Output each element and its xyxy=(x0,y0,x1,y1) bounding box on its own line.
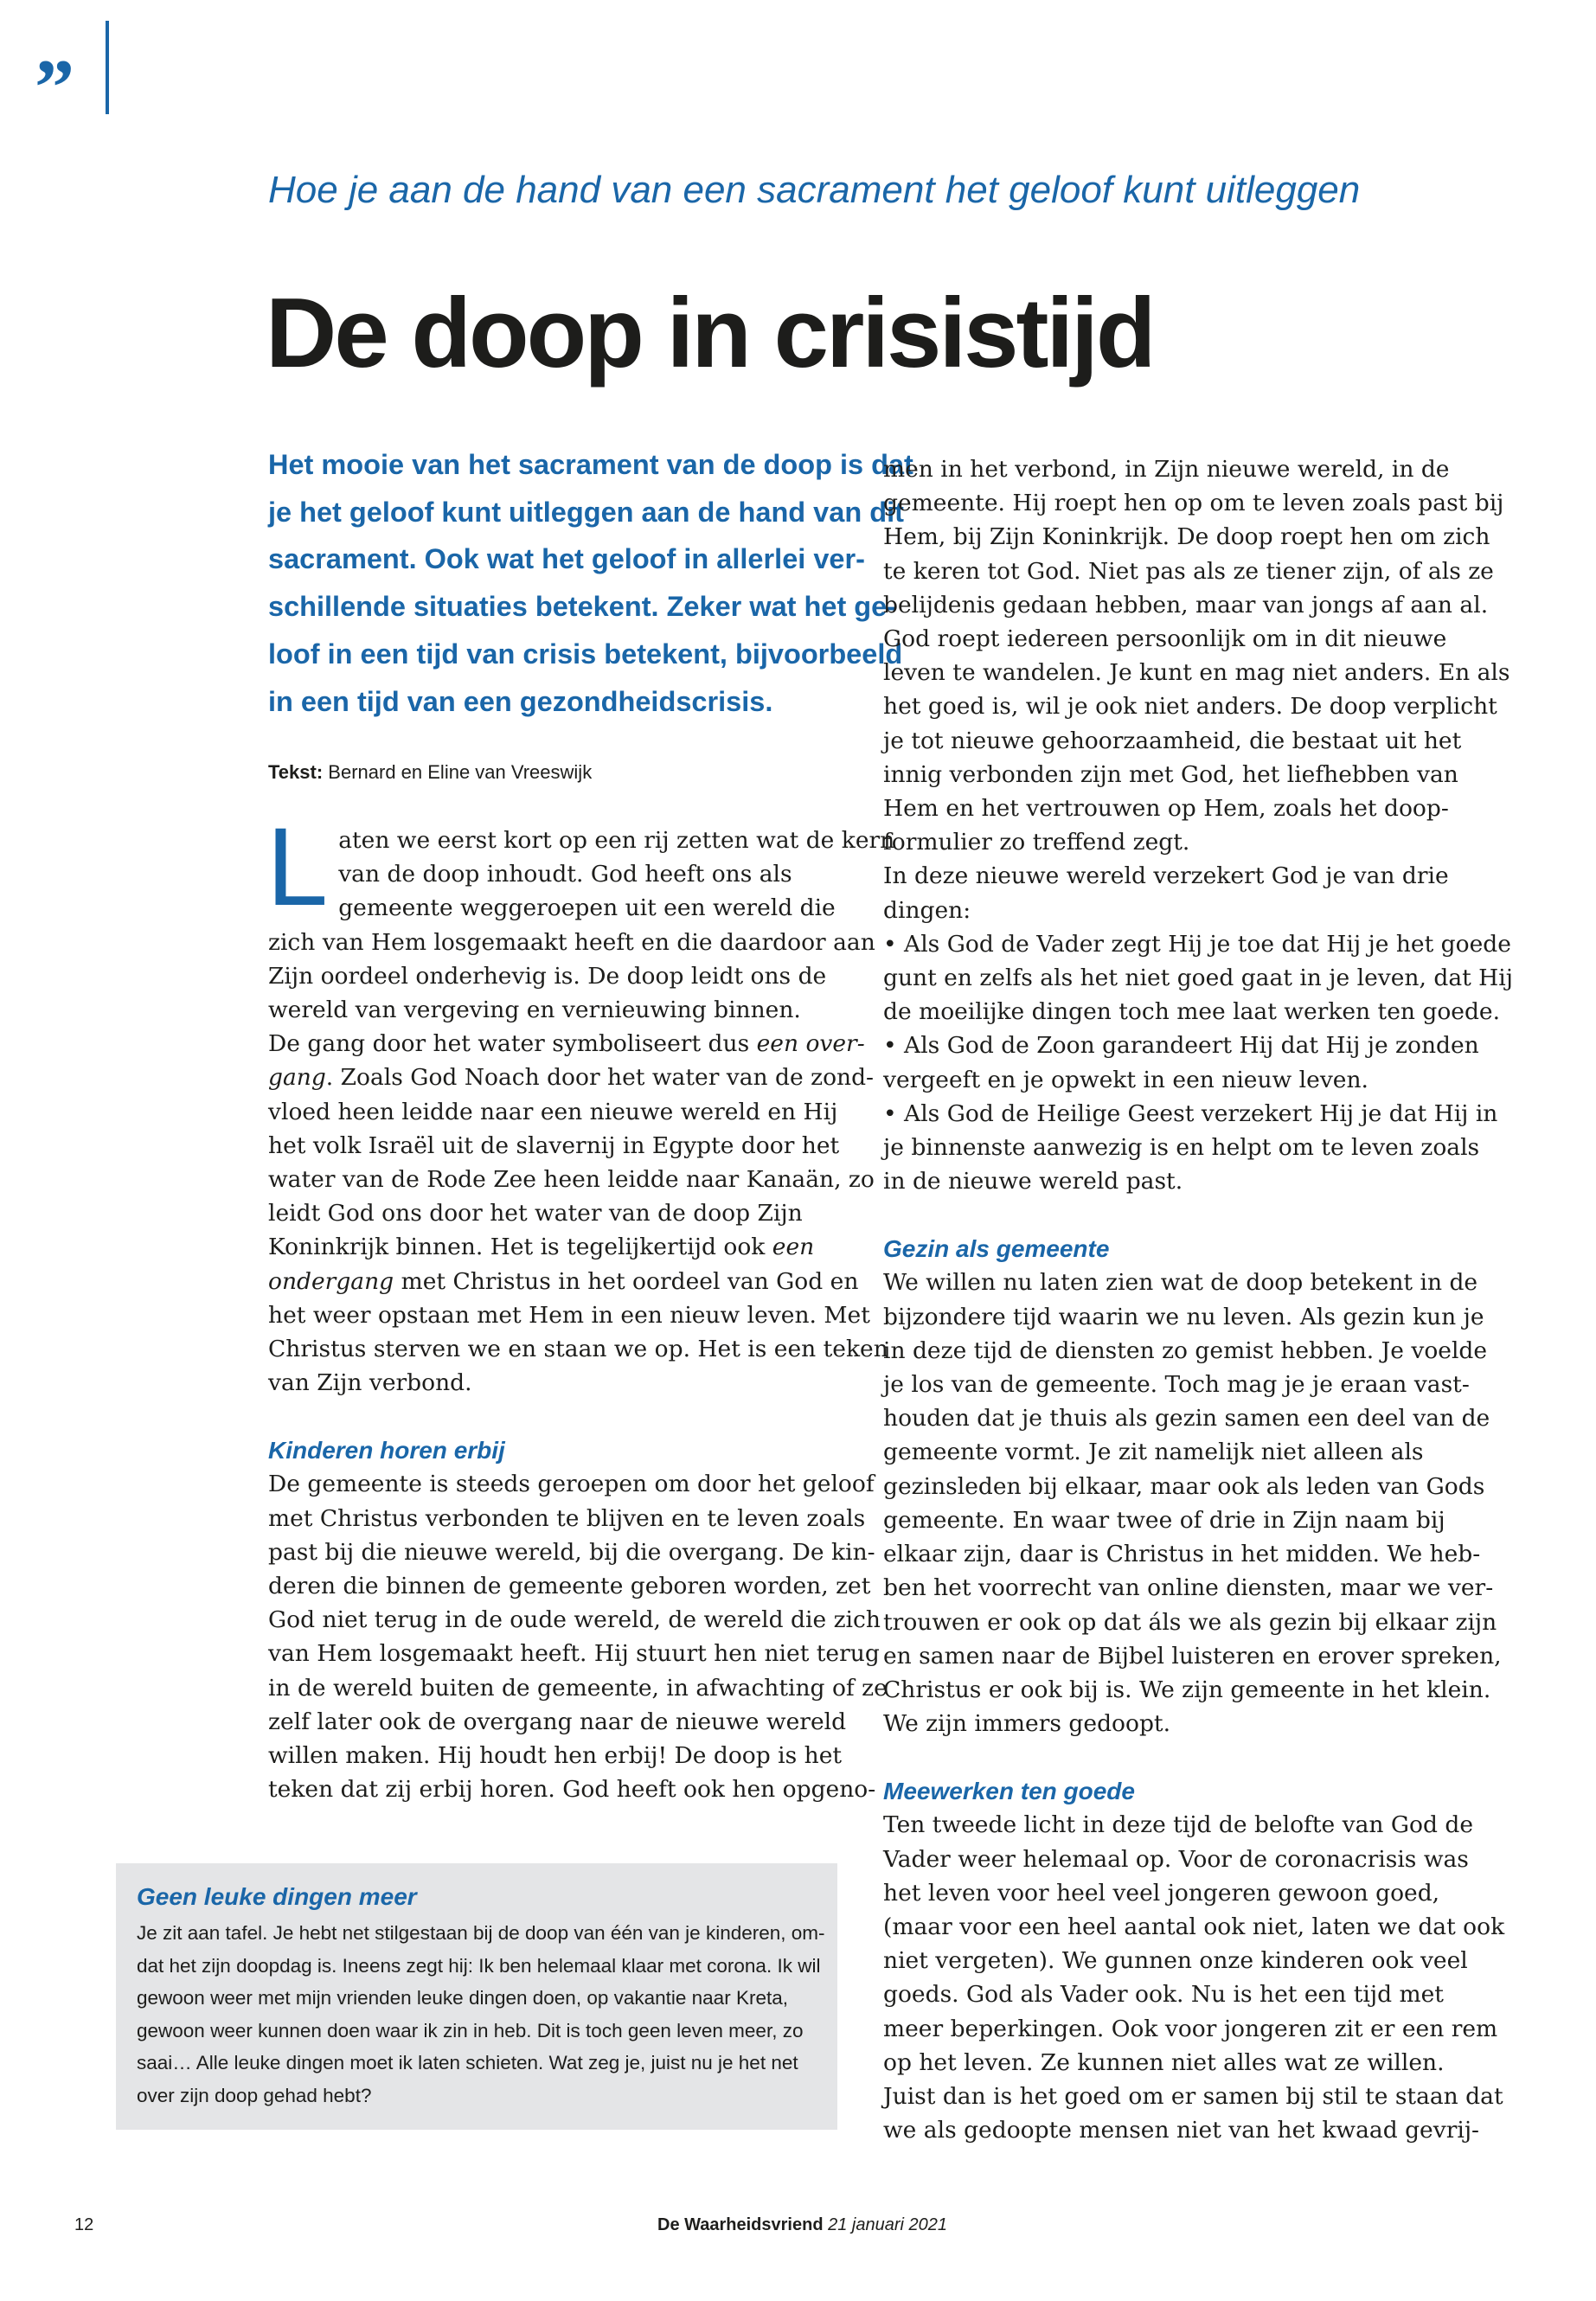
body-line: men in het verbond, in Zijn nieuwe wereld, in de xyxy=(883,456,1450,483)
body-line: vloed heen leidde naar een nieuwe wereld en Hij xyxy=(268,1098,838,1125)
body-line: de moeilijke dingen toch mee laat werken ten goede. xyxy=(883,998,1501,1026)
dropcap: L xyxy=(266,805,329,929)
body-line: innig verbonden zijn met God, het liefhebben van xyxy=(883,760,1458,788)
text-run: . Zoals God Noach door het water van de zond- xyxy=(325,1064,875,1092)
bullet-line: • Als God de Heilige Geest verzekert Hij je dat Hij in xyxy=(883,1099,1498,1127)
publication-date: 21 januari 2021 xyxy=(828,2215,947,2234)
body-line: willen maken. Hij houdt hen erbij! De doop is het xyxy=(268,1742,843,1770)
body-line: De gemeente is steeds geroepen om door het geloof xyxy=(268,1471,875,1498)
body-line xyxy=(268,1230,839,1264)
body-line: te keren tot God. Niet pas als ze tiener zijn, of als ze xyxy=(883,557,1494,585)
body-line: wereld van vergeving en vernieuwing binnen. xyxy=(268,997,801,1024)
body-line: Hem, bij Zijn Koninkrijk. De doop roept hen om zich xyxy=(883,523,1490,551)
subhead-meewerken: Meewerken ten goede xyxy=(883,1778,1135,1805)
intro-line: sacrament. Ook wat het geloof in allerlei ver- xyxy=(268,543,865,575)
body-line: het volk Israël uit de slavernij in Egypte door het xyxy=(268,1131,840,1159)
body-line: met Christus verbonden te blijven en te leven zoals xyxy=(268,1504,866,1532)
intro xyxy=(268,441,913,725)
body-line: aten we eerst kort op een rij zetten wat de kern xyxy=(338,827,895,854)
column-right xyxy=(883,452,1513,2147)
callout-line: Je zit aan tafel. Je hebt net stilgestaan bij de doop van één van je kinderen, om- xyxy=(137,1922,825,1944)
body-line: deren die binnen de gemeente geboren worden, zet xyxy=(268,1573,871,1600)
body-line: Juist dan is het goed om er samen bij stil te staan dat xyxy=(883,2082,1503,2110)
body-line: niet vergeten). We gunnen onze kinderen ook veel xyxy=(883,1947,1468,1975)
byline xyxy=(268,761,592,784)
callout-title: Geen leuke dingen meer xyxy=(137,1883,417,1910)
body-line: meer beperkingen. Ook voor jongeren zit er een rem xyxy=(883,2015,1498,2042)
body-line: Zijn oordeel onderhevig is. De doop leidt ons de xyxy=(268,962,827,990)
byline-label: Tekst: xyxy=(268,761,324,783)
bullet-line: • Als God de Vader zegt Hij je toe dat Hij je het goede xyxy=(883,930,1511,958)
body-line: leidt God ons door het water van de doop Zijn xyxy=(268,1200,803,1227)
article-title: De doop in crisistijd xyxy=(266,279,1154,388)
body-line xyxy=(268,1061,875,1094)
body-line: het leven voor heel veel jongeren gewoon goed, xyxy=(883,1879,1440,1907)
body-line: en samen naar de Bijbel luisteren en erover spreken, xyxy=(883,1642,1502,1670)
body-line: vergeeft en je opwekt in een nieuw leven. xyxy=(883,1066,1368,1093)
body-line xyxy=(268,1265,859,1298)
body-line: In deze nieuwe wereld verzekert God je van drie xyxy=(883,862,1449,890)
body-line: gemeente. Hij roept hen op om te leven zoals past bij xyxy=(883,490,1504,517)
intro-line: je het geloof kunt uitleggen aan de hand van dit xyxy=(268,496,904,528)
body-line: gunt en zelfs als het niet goed gaat in je leven, dat Hij xyxy=(883,965,1513,992)
body-line: het weer opstaan met Hem in een nieuw leven. Met xyxy=(268,1301,870,1329)
body-line: leven te wandelen. Je kunt en mag niet anders. En als xyxy=(883,659,1510,687)
body-line: Christus er ook bij is. We zijn gemeente in het klein. xyxy=(883,1676,1491,1703)
callout-line: gewoon weer kunnen doen waar ik zin in heb. Dit is toch geen leven meer, zo xyxy=(137,2019,804,2041)
opening-paragraph xyxy=(266,805,895,929)
emphasis: een over- xyxy=(756,1030,865,1058)
body-line: van de doop inhoudt. God heeft ons als xyxy=(338,861,792,888)
intro-line: loof in een tijd van crisis betekent, bijvoorbeeld xyxy=(268,638,903,670)
body-line: water van de Rode Zee heen leidde naar Kanaän, zo xyxy=(268,1166,875,1194)
body-line: gemeente vormt. Je zit namelijk niet alleen als xyxy=(883,1439,1424,1466)
emphasis: ondergang xyxy=(268,1267,394,1295)
callout-line: gewoon weer met mijn vrienden leuke dingen doen, op vakantie naar Kreta, xyxy=(137,1987,788,2009)
publication-name: De Waarheidsvriend xyxy=(657,2215,824,2234)
intro-line: Het mooie van het sacrament van de doop is dat xyxy=(268,449,913,480)
body-line: van Hem losgemaakt heeft. Hij stuurt hen niet terug xyxy=(268,1640,880,1668)
body-line: in deze tijd de diensten zo gemist hebben. Je voelde xyxy=(883,1336,1488,1364)
body-line: God niet terug in de oude wereld, de wereld die zich xyxy=(268,1606,881,1634)
byline-authors: Bernard en Eline van Vreeswijk xyxy=(328,761,593,783)
body-line: op het leven. Ze kunnen niet alles wat ze willen. xyxy=(883,2048,1445,2076)
body-line: het goed is, wil je ook niet anders. De doop verplicht xyxy=(883,693,1497,721)
body-line: trouwen er ook op dat áls we als gezin bij elkaar zijn xyxy=(883,1608,1497,1636)
publication-info xyxy=(657,2215,947,2235)
header-rule xyxy=(106,21,109,114)
subhead-kinderen: Kinderen horen erbij xyxy=(268,1437,505,1465)
body-line: in de wereld buiten de gemeente, in afwachting of ze xyxy=(268,1674,888,1702)
body-line: Ten tweede licht in deze tijd de belofte van God de xyxy=(883,1811,1474,1839)
body-line: past bij die nieuwe wereld, bij die overgang. De kin- xyxy=(268,1538,875,1566)
body-line: formulier zo treffend zegt. xyxy=(883,829,1190,856)
body-line: We zijn immers gedoopt. xyxy=(883,1710,1170,1738)
text-run: Koninkrijk binnen. Het is tegelijkertijd ook xyxy=(268,1234,772,1261)
subhead-gezin: Gezin als gemeente xyxy=(883,1235,1110,1263)
body-line: je los van de gemeente. Toch mag je je eraan vast- xyxy=(883,1371,1470,1399)
bullet-line: • Als God de Zoon garandeert Hij dat Hij je zonden xyxy=(883,1032,1479,1060)
body-line: van Zijn verbond. xyxy=(268,1369,472,1397)
body-line: God roept iedereen persoonlijk om in dit nieuwe xyxy=(883,625,1447,653)
body-line: elkaar zijn, daar is Christus in het midden. We heb- xyxy=(883,1541,1481,1568)
body-line: dingen: xyxy=(883,896,971,924)
body-line: gemeente. En waar twee of drie in Zijn naam bij xyxy=(883,1506,1445,1534)
body-line: zich van Hem losgemaakt heeft en die daardoor aan xyxy=(268,928,875,956)
body-line xyxy=(268,1027,865,1061)
body-line: Christus sterven we en staan we op. Het is een teken xyxy=(268,1336,888,1363)
callout-line: saai… Alle leuke dingen moet ik laten schieten. Wat zeg je, juist nu je het net xyxy=(137,2052,798,2073)
column-left xyxy=(266,805,895,1806)
body-line: gezinsleden bij elkaar, maar ook als leden van Gods xyxy=(883,1472,1485,1500)
emphasis: een xyxy=(772,1234,815,1261)
body-line: We willen nu laten zien wat de doop betekent in de xyxy=(883,1269,1478,1297)
body-line: (maar voor een heel aantal ook niet, laten we dat ook xyxy=(883,1913,1505,1940)
callout-line: over zijn doop gehad hebt? xyxy=(137,2084,372,2106)
body-line: ben het voorrecht van online diensten, maar we ver- xyxy=(883,1574,1494,1602)
body-line: in de nieuwe wereld past. xyxy=(883,1168,1183,1195)
body-line: teken dat zij erbij horen. God heeft ook hen opgeno- xyxy=(268,1776,876,1804)
body-line: Hem en het vertrouwen op Hem, zoals het doop- xyxy=(883,795,1449,823)
callout-box xyxy=(116,1863,837,2130)
intro-line: schillende situaties betekent. Zeker wat het ge- xyxy=(268,591,897,623)
intro-line: in een tijd van een gezondheidscrisis. xyxy=(268,685,773,717)
body-line: houden dat je thuis als gezin samen een deel van de xyxy=(883,1405,1490,1433)
body-line: zelf later ook de overgang naar de nieuwe wereld xyxy=(268,1708,847,1735)
body-line: bijzondere tijd waarin we nu leven. Als gezin kun je xyxy=(883,1303,1484,1330)
kicker: Hoe je aan de hand van een sacrament het geloof kunt uitleggen xyxy=(268,169,1361,211)
body-line: we als gedoopte mensen niet van het kwaad gevrij- xyxy=(883,2117,1480,2144)
emphasis: gang xyxy=(268,1064,326,1092)
text-run: met Christus in het oordeel van God en xyxy=(394,1267,859,1295)
body-line: goeds. God als Vader ook. Nu is het een tijd met xyxy=(883,1981,1444,2009)
body-line: je tot nieuwe gehoorzaamheid, die bestaat uit het xyxy=(883,727,1462,754)
body-line: belijdenis gedaan hebben, maar van jongs af aan al. xyxy=(883,591,1489,619)
callout-line: dat het zijn doopdag is. Ineens zegt hij: Ik ben helemaal klaar met corona. Ik wil xyxy=(137,1954,821,1977)
text-run: De gang door het water symboliseert dus xyxy=(268,1030,757,1058)
body-line: gemeente weggeroepen uit een wereld die xyxy=(338,894,836,922)
page-number: 12 xyxy=(74,2215,94,2234)
body-line: Vader weer helemaal op. Voor de coronacrisis was xyxy=(883,1845,1469,1873)
body-line: je binnenste aanwezig is en helpt om te leven zoals xyxy=(883,1134,1480,1162)
quote-mark-icon: ” xyxy=(35,43,74,131)
